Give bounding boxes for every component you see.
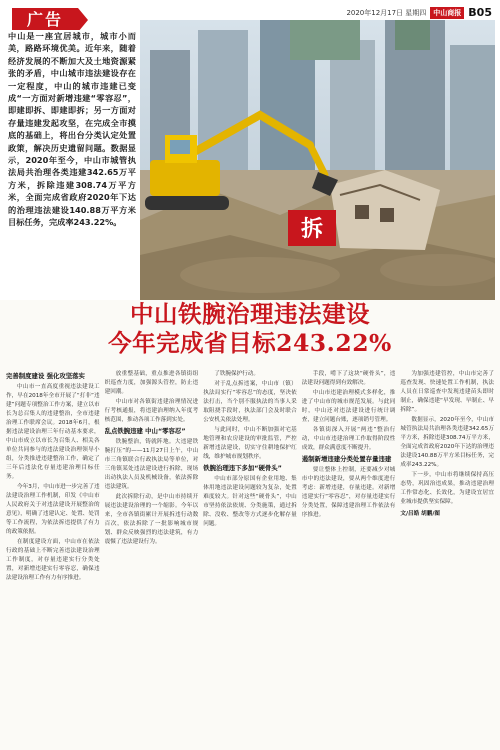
article-column-2	[105, 370, 199, 734]
article-column-4	[302, 370, 396, 734]
paper-brand: 中山商报	[430, 7, 464, 19]
article-column-3	[203, 370, 297, 734]
main-headline	[0, 300, 500, 360]
article-body	[6, 370, 494, 734]
paragraph: 中山市违建治理模式多样化，推进了中山市的城市规范发展。与此同时，中山还对违法建设进行统计调查，建立问题台账，逐项销号管理。	[301, 390, 396, 423]
section-heading: 铁腕治理违下多加“硬骨头”	[203, 464, 282, 472]
paragraph: 今年3月，中山市进一步完善了违法建设治理工作机制，印发《中山市人民政府关于对违法建设开展整治的意见》，明确了违建认定、处置、处罚等工作流程，为依法拆违提供了有力的政策依据。	[6, 484, 100, 535]
paragraph: 在制度建设方面，中山市在依法行政的基础上不断完善违法建设治理工作制度，对存量违建实行分类处置，对新增违建实行零容忍，确保违法建设治理工作有力有序推进。	[6, 539, 100, 581]
paragraph: 中山市一直高度重视违法建设工作，早在2018年全市开展了“打非”违建”问题专项整治工作方案，建立以市长为总召集人的违建整治，全市违建治理工作联席会议。2018年6月，根据违法建设治理三年行动基本要求，中山市成立以市长为召集人、相关各单位共同参与的违法建设治理领导小组，分类推进违建整治工作，确定了三年后违法化存量违建治理目标任务。	[6, 384, 100, 480]
paragraph: 中山市对各镇街违建治理情况进行考核通报，将违建治理纳入年度考核范围，推动各项工作落到实处。	[104, 399, 199, 423]
demolition-photo	[140, 20, 495, 300]
page-number: B05	[468, 6, 492, 19]
hero-area	[0, 30, 500, 300]
headline-line-2: 今年完成省目标243.22%	[108, 329, 392, 357]
section-tag: 广告	[12, 8, 78, 32]
paragraph: 要让整体上控制，还要减少对城市中的违法建设，要从两个维度进行考虑：新增违建，存量违建。对新增违建实行“零容忍”，对存量违建实行分类处置，保障违建治理工作依法有序推进。	[301, 467, 396, 518]
paragraph: 为加强违建管控，中山市完善了巡查发现、快速处置工作机制，执法人员在日常巡查中发现违建苗头即时制止，确保违建“早发现、早制止、早拆除”。	[400, 371, 494, 413]
paragraph: 各镇街深入开展“两违”整治行动，中山市违建治理工作取得阶段性成效，群众满意度不断提升。	[301, 427, 396, 451]
paragraph: 中山市部分原国有企业用地、集体用地违法建设问题较为复杂，处置难度较大。针对这些“硬骨头”，中山市坚持依法依规、分类施策，通过拆除、没收、整改等方式逐步化解存量问题。	[203, 476, 297, 527]
header-meta	[346, 6, 492, 19]
issue-date: 2020年12月17日 星期四	[346, 8, 427, 17]
article-column-1	[6, 370, 100, 734]
paragraph: 与此同时，中山不断加强对宅基地管理和农房建设的审批监管，严控新增违法建设，切实守住耕地保护红线，维护城市规划秩序。	[203, 427, 297, 460]
section-heading: 完善制度建设 强化攻坚落实	[6, 372, 85, 380]
article-column-5	[400, 370, 494, 734]
paragraph: 了铁腕保护行动。	[214, 371, 259, 377]
section-heading: 遏制新增违建分类处置存量违建	[301, 455, 392, 463]
paragraph: 放重整基础，重点推进各镇街组织巡查力度，加强源头管控，防止违建回潮。	[104, 371, 199, 395]
paragraph: 下一步，中山市将继续保持高压态势，巩固治违成果，推动违建治理工作常态化、长效化，为建设宜居宜业城市提供坚实保障。	[400, 472, 494, 505]
paragraph: 铁腕整治，铸就阵地。大违建铁腕打压”的——11月27日上午，中山市三角镇联合行政执法局等单位，对三角镇某处违法建设进行拆除，现场出动执法人员及机械设备，依法拆除违法建筑。	[104, 439, 199, 490]
demolish-sign: 拆	[300, 217, 324, 242]
paragraph: 数据显示，2020年至今，中山市城管执法局共治理各类违建342.65万平方米，拆除违建308.74万平方米，全面完成省政府2020年下达的治理违法建设140.88万平方米目标任务，完成率243.22%。	[400, 417, 494, 468]
section-heading: 乱点铁腕违建 中山“零容忍”	[104, 427, 186, 435]
paragraph: 对于乱点拆违案，中山市（镇）执法局实行“零容忍”的态度，坚决依法打击，当个别不服执法的当事人采取阻挠手段时，执法部门会及时联合公安机关依法处理。	[203, 381, 297, 423]
demolition-illustration	[140, 20, 495, 300]
paragraph: 手段，啃下了这块“硬骨头”，违法建设问题得到有效解决。	[301, 371, 396, 386]
intro-text: 中山是一座宜居城市，城市小而美，路路环境优美。近年来，随着经济发展的不断加大及土地资源紧张的矛盾，中山城市违法建设存在一定程度，中山的城市违建已变成“一方面对新增违建“零容忍”，即建即拆、即建即拆；另一方面对存量违建发起攻坚，在完成全市摸底的基础上，将出台分类认定处置政策，解决历史遗留问题。数据显示，2020年至今，中山市城管执法局共治理各类违建342.65万平方米，拆除违建308.74万平方米，全面完成省政府2020年下达的治理违法建设140.88万平方米目标任务，完成率243.22%。	[8, 31, 136, 228]
byline: 文/吕皓 胡鹏/图	[400, 511, 440, 517]
paragraph: 此次拆除行动，是中山市持续开展违法建设治理的一个缩影。今年以来，全市各镇街累计开展拆违行动数百次，依法拆除了一批影响城市规划、群众反映强烈的违法建筑，有力震慑了违法建设行为。	[104, 494, 199, 545]
headline-line-1: 中山铁腕治理违法建设	[130, 300, 370, 328]
